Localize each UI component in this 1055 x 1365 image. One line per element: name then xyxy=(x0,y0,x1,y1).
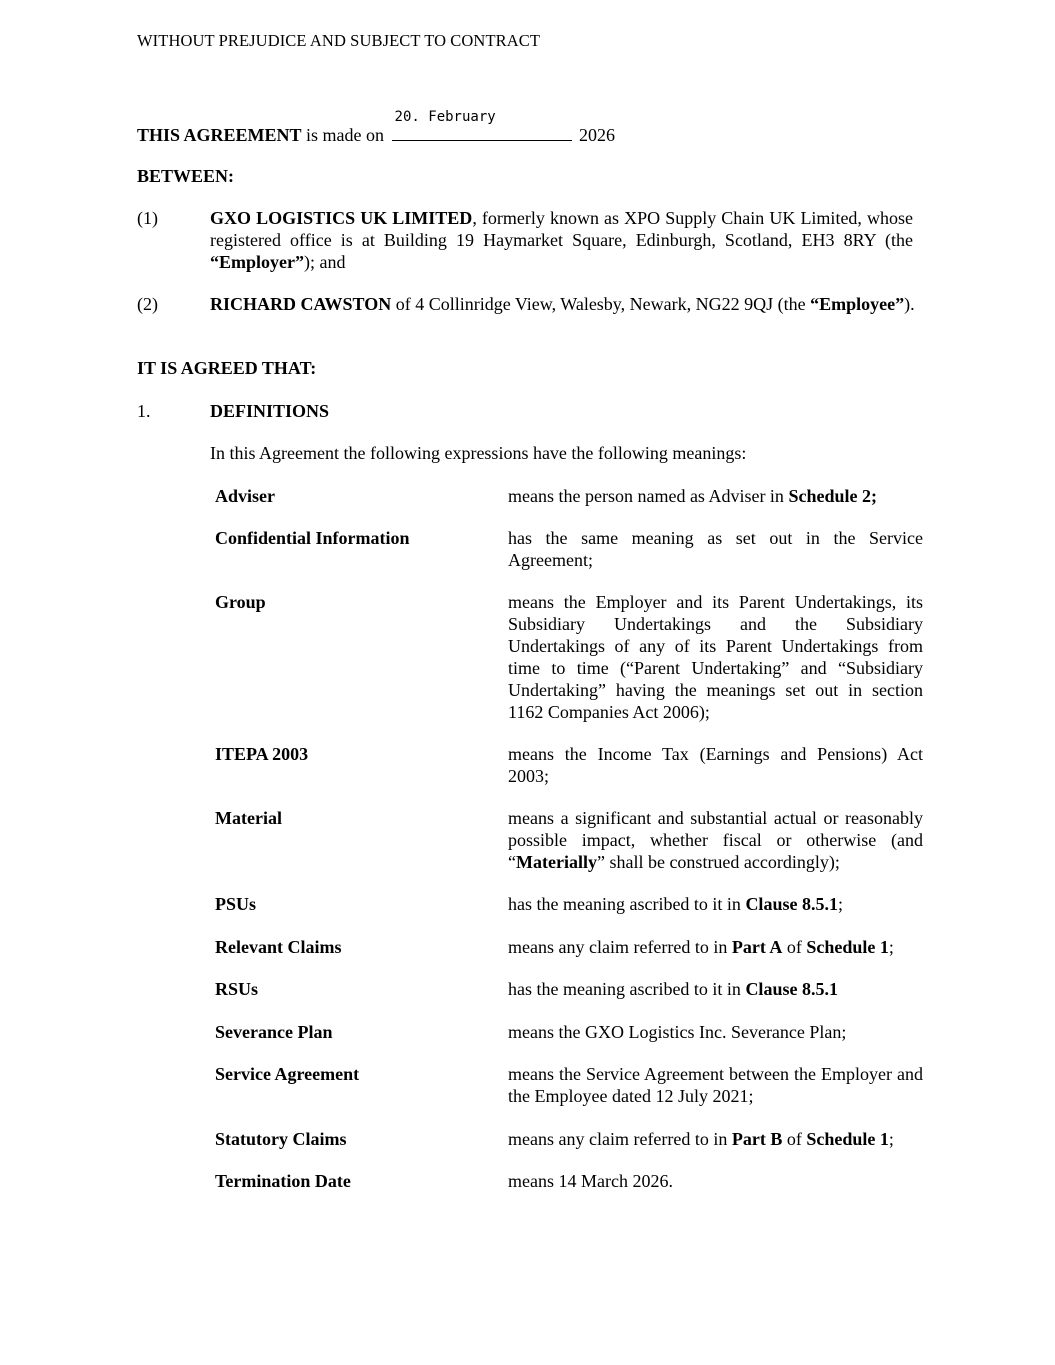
definition-term: RSUs xyxy=(215,979,259,999)
def-bold: Schedule 1 xyxy=(806,1129,889,1149)
definition-term: Relevant Claims xyxy=(215,937,342,957)
agreed-heading: IT IS AGREED THAT: xyxy=(137,358,317,378)
definition-text xyxy=(508,936,923,958)
party-2-text xyxy=(210,293,919,315)
definition-term: Service Agreement xyxy=(215,1064,360,1084)
def-part: ” shall be construed accordingly); xyxy=(596,852,840,872)
date-written: 20. February xyxy=(394,109,496,125)
definition-text: means the Employer and its Parent Undertakings, its Subsidiary Undertakings and the Subsidiary Undertakings of any of its Parent Undertakings from time to time (“Parent Undertaking” and “Subsidiary Undertaking” having the meanings set out in section 1162 Companies Act 2006); xyxy=(508,592,923,722)
party-1-name: GXO LOGISTICS UK LIMITED xyxy=(210,208,473,228)
definition-text xyxy=(508,485,923,507)
definition-text: means the GXO Logistics Inc. Severance Plan; xyxy=(508,1022,847,1042)
definition-term: Adviser xyxy=(215,486,275,506)
date-blank-line xyxy=(392,109,572,141)
between-heading: BETWEEN: xyxy=(137,166,235,186)
agreement-intro xyxy=(137,109,616,146)
definition-text xyxy=(508,1128,923,1150)
definition-term: Termination Date xyxy=(215,1171,351,1191)
party-1-number: (1) xyxy=(137,208,158,228)
definition-term: ITEPA 2003 xyxy=(215,744,309,764)
definition-text: means the Income Tax (Earnings and Pensions) Act 2003; xyxy=(508,744,923,786)
clause-1-heading: DEFINITIONS xyxy=(210,401,330,421)
party-1-defined: “Employer” xyxy=(210,252,304,272)
def-bold: Schedule 1 xyxy=(806,937,889,957)
definition-term: Material xyxy=(215,808,282,828)
party-2-text1: of 4 Collinridge View, Walesby, Newark, NG22 9QJ (the xyxy=(391,294,811,314)
def-bold: Schedule 2; xyxy=(788,486,877,506)
def-bold: Materially xyxy=(516,852,597,872)
definition-text: means the Service Agreement between the Employer and the Employee dated 12 July 2021; xyxy=(508,1064,923,1106)
definition-term: Confidential Information xyxy=(215,528,410,548)
def-part: has the meaning ascribed to it in xyxy=(508,894,746,914)
party-2-defined: “Employee” xyxy=(810,294,905,314)
party-2-number: (2) xyxy=(137,294,158,314)
def-bold: Clause 8.5.1 xyxy=(745,979,838,999)
party-1-text2: ); and xyxy=(304,252,346,272)
def-part: means a significant and substantial actual or reasonably possible impact, whether fiscal or otherwise (and “ xyxy=(508,808,923,872)
def-part: of xyxy=(782,1129,807,1149)
def-part: ; xyxy=(837,894,843,914)
definition-text: has the same meaning as set out in the Service Agreement; xyxy=(508,528,923,570)
definition-term: Statutory Claims xyxy=(215,1129,347,1149)
def-part: of xyxy=(782,937,807,957)
def-part: means the person named as Adviser in xyxy=(508,486,789,506)
definition-term: Severance Plan xyxy=(215,1022,333,1042)
intro-year: 2026 xyxy=(574,125,616,145)
def-bold: Clause 8.5.1 xyxy=(745,894,838,914)
def-part: ; xyxy=(888,937,894,957)
definition-term: Group xyxy=(215,592,266,612)
definition-text xyxy=(508,807,923,873)
clause-1-intro: In this Agreement the following expressions have the following meanings: xyxy=(210,443,747,463)
def-part: means any claim referred to in xyxy=(508,937,732,957)
intro-lead-bold: THIS AGREEMENT xyxy=(137,125,302,145)
def-part: has the meaning ascribed to it in xyxy=(508,979,746,999)
definition-text xyxy=(508,893,923,915)
definition-text: means 14 March 2026. xyxy=(508,1171,673,1191)
def-bold: Part A xyxy=(731,937,783,957)
def-part: means any claim referred to in xyxy=(508,1129,732,1149)
party-2-text2: ). xyxy=(904,294,915,314)
def-bold: Part B xyxy=(731,1129,783,1149)
party-1-text1: , formerly known as XPO Supply Chain UK Limited, whose registered office is at Building 19 Haymarket Square, Edinburgh, Scotland, EH3 8RY (the xyxy=(210,208,914,250)
intro-lead-text: is made on xyxy=(301,125,385,145)
party-1-text xyxy=(210,207,913,273)
clause-1-number: 1. xyxy=(137,401,151,421)
def-part: ; xyxy=(888,1129,894,1149)
definition-text xyxy=(508,978,923,1000)
party-2-name: RICHARD CAWSTON xyxy=(210,294,392,314)
definition-term: PSUs xyxy=(215,894,257,914)
document-header: WITHOUT PREJUDICE AND SUBJECT TO CONTRACT xyxy=(137,31,541,50)
